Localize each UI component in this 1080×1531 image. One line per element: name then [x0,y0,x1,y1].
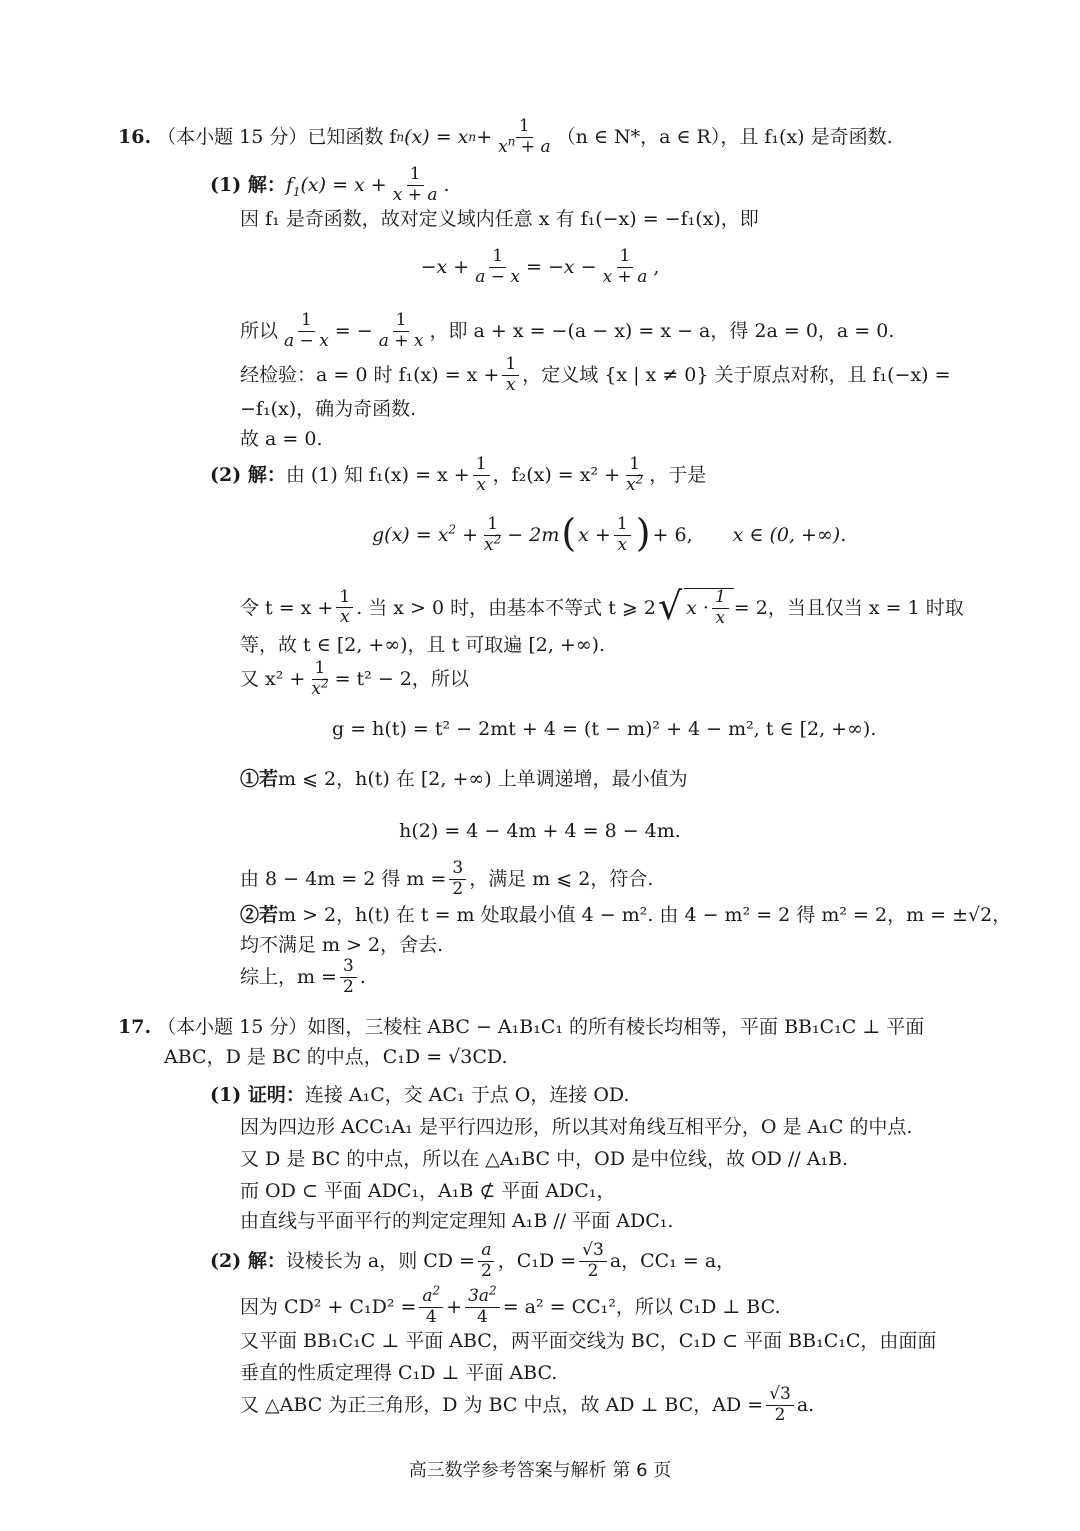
p16-display-eq-h2: h(2) = 4 − 4m + 4 = 8 − 4m. [399,820,681,842]
p16-line: 又 x² + $\frac{1}{x^2}$ = t² − 2，所以 [240,658,469,699]
p16-conclusion: 综上，m = $\frac{3}{2}$ . [240,956,366,997]
fraction: $\frac{1}{x^2}$ [484,514,502,555]
p17-line: 又平面 BB₁C₁C ⊥ 平面 ABC，两平面交线为 BC，C₁D ⊂ 平面 BB₁C₁C，由面面 [240,1330,937,1352]
p16-display-eq: −x + $\frac{1}{a - x}$ = −x − $\frac{1}{x + a}$ , [420,246,660,287]
p17-part1-line1: (1) 证明： 连接 A₁C，交 AC₁ 于点 O，连接 OD. [210,1084,630,1106]
p16-line: 令 t = x + $\frac{1}{x}$ . 当 x > 0 时，由基本不等式 t ⩾ 2 √ x · 1 x = 2，当且仅当 x = 1 时取 [240,583,964,628]
p16-display-eq-g: $g(x) = x^2$ + $\frac{1}{x^2}$ − 2m ( x + $\frac{1}{x}$ ) + 6, x ∈ (0, +∞). [372,511,847,556]
fraction: $\frac{1}{x^2}$ [626,454,644,495]
p17-part2-line1: (2) 解： 设棱长为 a，则 CD = $\frac{a}{2}$ ，C₁D = $\frac{√3}{2}$ a，CC₁ = a， [210,1240,736,1281]
p17-line: 因为四边形 ACC₁A₁ 是平行四边形，所以其对角线互相平分，O 是 A₁C 的中点. [240,1116,913,1138]
fraction: $\frac{1}{x}$ [336,589,353,628]
fraction: $\frac{3a^2}{4}$ [465,1288,500,1327]
problem-17-header-2: ABC，D 是 BC 的中点，C₁D = √3CD. [164,1046,508,1068]
p16-line: 故 a = 0. [240,428,323,450]
p16-line: 因 f₁ 是奇函数，故对定义域内任意 x 有 f₁(−x) = −f₁(x)，即 [240,208,759,230]
fraction: $\frac{3}{2}$ [340,958,357,997]
fraction: $\frac{1}{x}$ [614,516,631,555]
fraction: $\frac{a^2}{4}$ [419,1288,443,1327]
fraction: $\frac{1}{x^n + a}$ [498,116,551,157]
problem-17-header: 17. （本小题 15 分）如图，三棱柱 ABC − A₁B₁C₁ 的所有棱长均相等，平面 BB₁C₁C ⊥ 平面 [118,1014,924,1041]
fraction: $\frac{1}{x + a}$ [602,246,648,287]
fraction: $\frac{1}{x^2}$ [311,658,329,699]
p17-line: 垂直的性质定理得 C₁D ⊥ 平面 ABC. [240,1362,558,1384]
fraction: $\frac{1}{x}$ [473,456,490,495]
fraction: $\frac{3}{2}$ [449,860,466,899]
p16-line: −f₁(x)，确为奇函数. [240,398,417,420]
p16-display-eq-h: g = h(t) = t² − 2mt + 4 = (t − m)² + 4 − m², t ∈ [2, +∞). [332,718,877,740]
problem-16-number: 16. [118,126,152,149]
fraction: $\frac{1}{a - x}$ [284,310,329,351]
fraction: $\frac{1}{x + a}$ [392,164,438,205]
problem-16-header: 16. （本小题 15 分）已知函数 f n (x) = x n + $\frac{1}{x^n + a}$ （n ∈ N*，a ∈ R），且 f₁(x) 是奇函数. [118,116,893,157]
fraction: $\frac{1}{x}$ [502,356,519,395]
p17-line: 又 D 是 BC 的中点，所以在 △A₁BC 中，OD 是中位线，故 OD // A₁B. [240,1148,849,1170]
problem-17-number: 17. [118,1016,152,1038]
p16-line: 所以 $\frac{1}{a - x}$ = − $\frac{1}{a + x}$ ，即 a + x = −(a − x) = x − a，得 2a = 0，a = 0. [240,310,895,351]
fraction: $\frac{1}{a - x}$ [475,246,520,287]
p17-line: 又 △ABC 为正三角形，D 为 BC 中点，故 AD ⊥ BC，AD = $\frac{√3}{2}$ a. [240,1384,815,1425]
p17-line: 而 OD ⊂ 平面 ADC₁，A₁B ⊄ 平面 ADC₁， [240,1180,616,1202]
p16-part1-line1: (1) 解： $f_1(x) = x$ + $\frac{1}{x + a}$ . [210,164,450,205]
p16-line: 经检验：a = 0 时 f₁(x) = x + $\frac{1}{x}$ ，定义域 {x | x ≠ 0} 关于原点对称，且 f₁(−x) = [240,354,951,395]
p16-case-2: ②若 m > 2，h(t) 在 t = m 处取最小值 4 − m². 由 4 − m² = 2 得 m² = 2，m = ±√2， [240,904,1012,926]
fraction: $\frac{√3}{2}$ [579,1242,607,1281]
fraction: $\frac{1}{a + x}$ [378,310,424,351]
fraction: $\frac{√3}{2}$ [766,1386,794,1425]
p17-line: 由直线与平面平行的判定定理知 A₁B // 平面 ADC₁. [240,1210,674,1232]
p16-line: 均不满足 m > 2，舍去. [240,934,444,956]
p16-line: 等，故 t ∈ [2, +∞)，且 t 可取遍 [2, +∞). [240,634,606,656]
fraction: $\frac{a}{2}$ [478,1242,495,1281]
p16-case-1: ①若 m ⩽ 2，h(t) 在 [2, +∞) 上单调递增，最小值为 [240,768,688,790]
p16-part2-line1: (2) 解： 由 (1) 知 f₁(x) = x + $\frac{1}{x}$ ，f₂(x) = x² + $\frac{1}{x^2}$ ，于是 [210,454,707,495]
page-footer: 高三数学参考答案与解析 第 6 页 [408,1460,672,1481]
p17-line: 因为 CD² + C₁D² = $\frac{a^2}{4}$ + $\frac{3a^2}{4}$ = a² = CC₁²，所以 C₁D ⊥ BC. [240,1283,781,1327]
p16-line: 由 8 − 4m = 2 得 m = $\frac{3}{2}$ ，满足 m ⩽ 2，符合. [240,858,654,899]
